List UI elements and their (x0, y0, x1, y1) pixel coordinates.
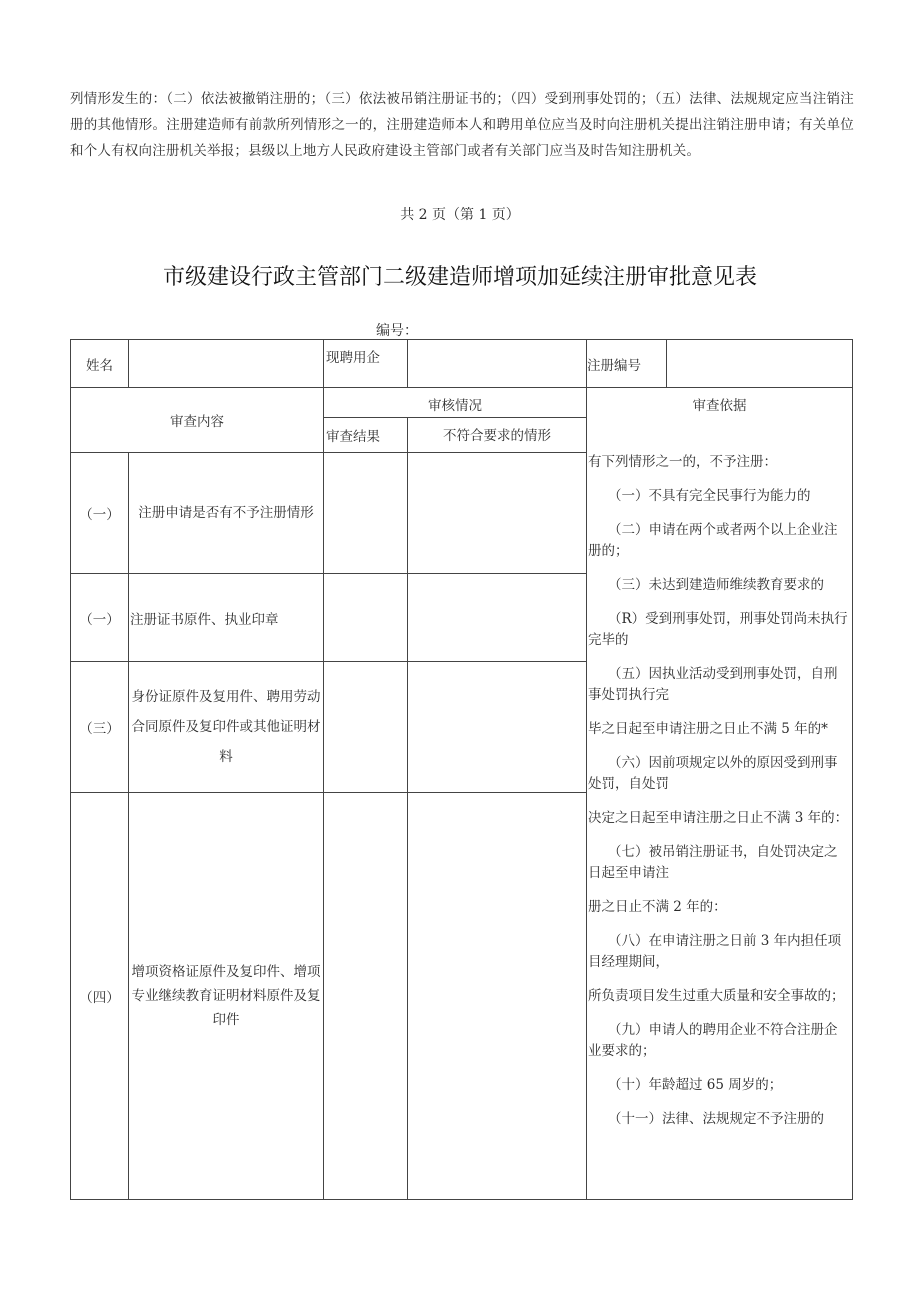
item-1-result-field[interactable] (324, 453, 408, 574)
item-3-issue-field[interactable] (408, 662, 587, 793)
item-3-content: 身份证原件及复用件、聘用劳动合同原件及复印件或其他证明材料 (129, 662, 324, 793)
review-basis-header: 审查依据 (692, 398, 747, 414)
employer-label: 现聘用企 (324, 340, 408, 388)
review-basis-line: （八）在申请注册之日前 3 年内担任项目经理期间， (588, 933, 842, 970)
review-basis-cell (587, 388, 853, 1200)
review-basis-line: （六）因前项规定以外的原因受到刑事处罚，自处罚 (588, 755, 838, 792)
name-label: 姓名 (71, 340, 129, 388)
page-indicator: 共 2 页（第 1 页） (400, 207, 520, 223)
review-basis-line: （一）不具有完全民事行为能力的 (608, 488, 811, 504)
review-basis-line: 所负责项目发生过重大质量和安全事故的； (588, 988, 845, 1004)
item-3-result-field[interactable] (324, 662, 408, 793)
review-basis-line: （二）申请在两个或者两个以上企业注册的； (588, 522, 838, 559)
review-basis-line: 决定之日起至申请注册之日止不满 3 年的： (588, 810, 849, 826)
item-1-issue-field[interactable] (408, 453, 587, 574)
form-title: 市级建设行政主管部门二级建造师增项加延续注册审批意见表 (162, 265, 757, 290)
item-2-content: 注册证书原件、执业印章 (129, 574, 324, 662)
item-2-result-field[interactable] (324, 574, 408, 662)
reg-no-field[interactable] (667, 340, 853, 388)
review-basis-list (587, 452, 852, 1130)
review-content-header: 审查内容 (71, 388, 324, 453)
review-basis-line: （十一）法律、法规规定不予注册的 (608, 1111, 824, 1127)
review-basis-line: 有下列情形之一的，不予注册： (588, 454, 777, 470)
name-field[interactable] (129, 340, 324, 388)
item-2-issue-field[interactable] (408, 574, 587, 662)
review-basis-line: （R）受到刑事处罚，刑事处罚尚未执行完毕的 (588, 611, 848, 648)
item-3-number: （三） (71, 662, 129, 793)
review-basis-line: 毕之日起至申请注册之日止不满 5 年的* (588, 721, 828, 737)
serial-number (376, 320, 542, 340)
item-4-number: （四） (71, 793, 129, 1200)
review-basis-line: （七）被吊销注册证书，自处罚决定之日起至申请注 (588, 844, 838, 881)
review-basis-line: （十）年龄超过 65 周岁的； (608, 1077, 783, 1093)
review-basis-line: （三）未达到建造师维续教育要求的 (608, 577, 824, 593)
noncompliant-header: 不符合要求的情形 (408, 418, 587, 453)
item-4-result-field[interactable] (324, 793, 408, 1200)
item-4-content: 增项资格证原件及复印件、增项专业继续教育证明材料原件及复印件 (129, 793, 324, 1200)
item-4-issue-field[interactable] (408, 793, 587, 1200)
review-basis-line: （九）申请人的聘用企业不符合注册企业要求的； (588, 1022, 838, 1059)
intro-paragraph: 列情形发生的：（二）依法被撤销注册的；（三）依法被吊销注册证书的；（四）受到刑事处罚的；（五）法律、法规规定应当注销注册的其他情形。注册建造师有前款所列情形之一的，注册建造师本人和聘用单位应当及时向注册机关提出注销注册申请；有关单位和个人有权向注册机关举报；县级以上地方人民政府建设主管部门或者有关部门应当及时告知注册机关。 (70, 91, 854, 159)
audit-status-header: 审核情况 (324, 388, 587, 418)
serial-number-field[interactable] (418, 325, 542, 340)
employer-field[interactable] (408, 340, 587, 388)
review-result-header: 审查结果 (324, 418, 408, 453)
review-basis-line: 册之日止不满 2 年的： (588, 899, 727, 915)
item-1-content: 注册申请是否有不予注册情形 (129, 453, 324, 574)
item-1-number: （一） (71, 453, 129, 574)
approval-form-table (70, 339, 853, 1200)
item-2-number: （一） (71, 574, 129, 662)
review-basis-line: （五）因执业活动受到刑事处罚，自刑事处罚执行完 (588, 666, 838, 703)
serial-label: 编号： (376, 323, 418, 339)
reg-no-label: 注册编号 (587, 340, 667, 388)
